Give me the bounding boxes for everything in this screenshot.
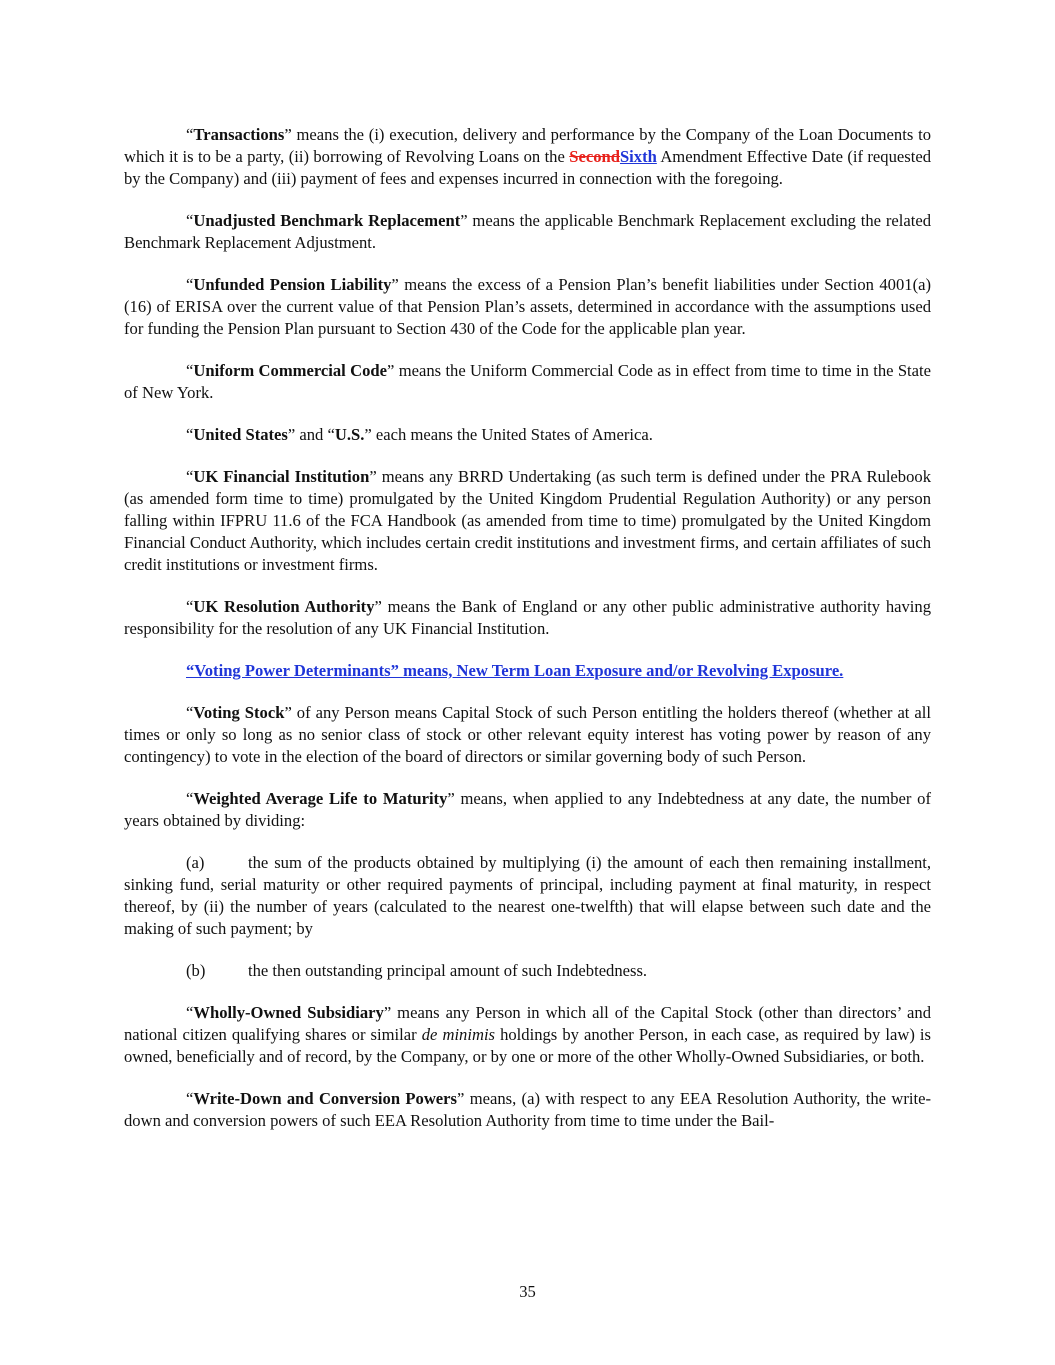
page-number: 35 <box>519 1282 536 1301</box>
document-page <box>124 124 931 1152</box>
clause-a: (a) the sum of the products obtained by multiplying (i) the amount of each then remaining installment, sinking fund, serial maturity or other required payments of principal, including payment at final maturity, in respect thereof, by (ii) the number of years (calculated to the nearest one-twelfth) that will elapse between such date and the making of such payment; by <box>124 853 931 938</box>
italic-text: de minimis <box>421 1025 496 1044</box>
defined-term: Uniform Commercial Code <box>193 361 387 380</box>
defined-term: UK Financial Institution <box>193 467 370 486</box>
inserted-text: Sixth <box>619 147 657 166</box>
definition-uniform-commercial-code: “Uniform Commercial Code” means the Uniform Commercial Code as in effect from time to time in the State of New York. <box>124 361 931 402</box>
definition-wholly-owned-subsidiary: “Wholly-Owned Subsidiary” means any Person in which all of the Capital Stock (other than directors’ and national citizen qualifying shares or similar de minimis holdings by another Person, in each case, as required by law) is owned, beneficially and of record, by the Company, or by one or more of the other Wholly-Owned Subsidiaries, or both. <box>124 1003 932 1066</box>
defined-term: Unadjusted Benchmark Replacement <box>193 211 461 230</box>
defined-term: Weighted Average Life to Maturity <box>193 789 448 808</box>
defined-term: Unfunded Pension Liability <box>193 275 392 294</box>
defined-term: Wholly-Owned Subsidiary <box>193 1003 384 1022</box>
defined-term: Voting Stock <box>193 703 285 722</box>
definition-uk-financial-institution: “UK Financial Institution” means any BRRD Undertaking (as such term is defined under the PRA Rulebook (as amended form time to time) promulgated by the United Kingdom Prudential Regulation Authority) or any person falling within IFPRU 11.6 of the FCA Handbook (as amended from time to time) promulgated by the United Kingdom Financial Conduct Authority, which includes certain credit institutions and investment firms, and certain affiliates of such credit institutions or investment firms. <box>124 467 931 574</box>
definition-voting-stock: “Voting Stock” of any Person means Capital Stock of such Person entitling the holders thereof (whether at all times or only so long as no senior class of stock or other relevant equity interest has voting power by reason of any contingency) to vote in the election of the board of directors or similar governing body of such Person. <box>124 703 931 766</box>
definition-weighted-average-life: “Weighted Average Life to Maturity” means, when applied to any Indebtedness at any date, the number of years obtained by dividing: <box>124 789 931 830</box>
clause-label: (a) <box>186 853 205 872</box>
deleted-text: Second <box>569 147 620 166</box>
definition-unfunded-pension-liability: “Unfunded Pension Liability” means the excess of a Pension Plan’s benefit liabilities under Section 4001(a)(16) of ERISA over the current value of that Pension Plan’s assets, determined in accordance with the assumptions used for funding the Pension Plan pursuant to Section 430 of the Code for the applicable plan year. <box>124 275 931 338</box>
defined-term: UK Resolution Authority <box>193 597 375 616</box>
clause-b: (b) the then outstanding principal amount of such Indebtedness. <box>186 961 648 980</box>
definition-unadjusted-benchmark-replacement: “Unadjusted Benchmark Replacement” means the applicable Benchmark Replacement excluding the related Benchmark Replacement Adjustment. <box>124 211 932 252</box>
defined-term: Transactions <box>193 125 285 144</box>
definition-voting-power-determinants <box>124 660 931 682</box>
definition-transactions: “Transactions” means the (i) execution, delivery and performance by the Company of the Loan Documents to which it is to be a party, (ii) borrowing of Revolving Loans on the SecondSixth Amendment Effective Date (if requested by the Company) and (iii) payment of fees and expenses incurred in connection with the foregoing. <box>124 125 931 188</box>
inserted-text: “Voting Power Determinants” means, New Term Loan Exposure and/or Revolving Exposure. <box>186 661 844 680</box>
definition-uk-resolution-authority: “UK Resolution Authority” means the Bank of England or any other public administrative authority having responsibility for the resolution of any UK Financial Institution. <box>124 597 932 638</box>
defined-term: U.S. <box>334 425 365 444</box>
definition-write-down-and-conversion-powers: “Write-Down and Conversion Powers” means, (a) with respect to any EEA Resolution Authority, the write-down and conversion powers of such EEA Resolution Authority from time to time under the Bail- <box>124 1089 931 1130</box>
defined-term: Write-Down and Conversion Powers <box>193 1089 457 1108</box>
definition-united-states: “United States” and “U.S.” each means the United States of America. <box>186 425 653 444</box>
defined-term: United States <box>193 425 288 444</box>
clause-label: (b) <box>186 961 206 980</box>
